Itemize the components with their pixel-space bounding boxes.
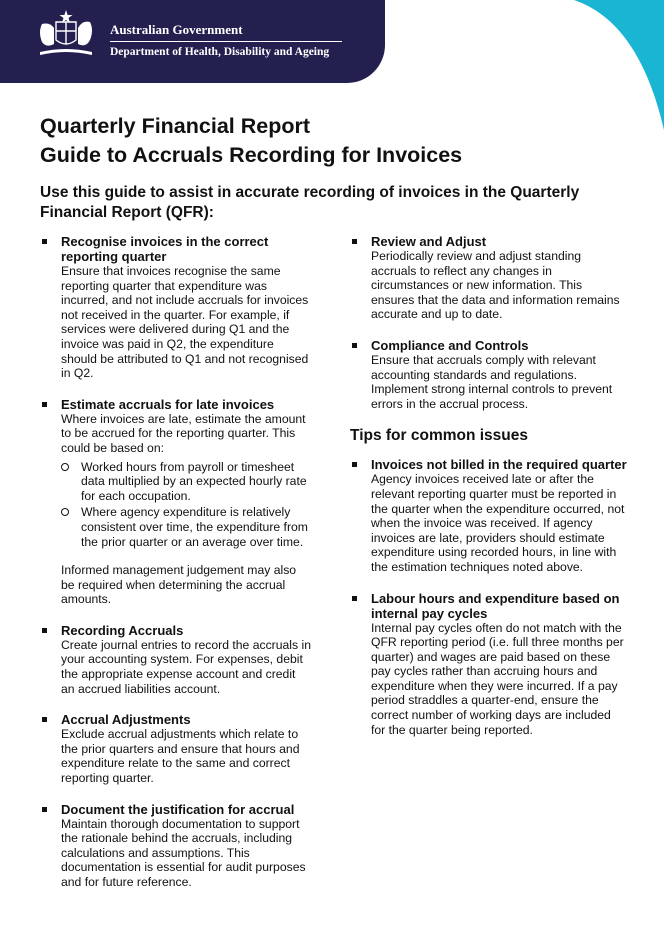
title-line-2: Guide to Accruals Recording for Invoices [40, 143, 463, 167]
item-heading: Invoices not billed in the required quarter [371, 457, 627, 473]
right-column [350, 234, 628, 753]
item-heading: Recording Accruals [61, 622, 184, 638]
bullet-icon [352, 462, 357, 467]
tips-heading: Tips for common issues [350, 427, 529, 445]
item-body: Ensure that invoices recognise the same reporting quarter that expenditure was incurred, and not include accruals for invoices not received in the quarter. For example, if services were delivered during Q1 and the invoice was paid in Q2, the expenditure should be attributed to Q1 and not recognised in Q2. [61, 264, 309, 381]
list-item [350, 457, 628, 574]
sub-list-text: Where agency expenditure is relatively consistent over time, the expenditure from the prior quarter or an average over time. [81, 505, 308, 549]
sub-list-item [61, 505, 312, 549]
government-banner [0, 0, 385, 83]
item-heading: Compliance and Controls [371, 337, 529, 353]
bullet-icon [42, 402, 47, 407]
bullet-icon [42, 807, 47, 812]
item-body: Periodically review and adjust standing accruals to reflect any changes in circumstances or new information. This ensures that the data and information remains accurate and up to date. [371, 249, 620, 322]
sub-list [61, 460, 312, 550]
list-item [40, 623, 312, 696]
item-heading: Labour hours and expenditure based on internal pay cycles [371, 590, 620, 621]
circle-bullet-icon [61, 508, 69, 516]
item-body: Ensure that accruals comply with relevant accounting standards and regulations. Implement strong internal controls to prevent errors in the accrual process. [371, 352, 613, 411]
item-heading: Review and Adjust [371, 234, 487, 249]
department-name: Department of Health, Disability and Ageing [110, 46, 330, 58]
list-item [350, 234, 628, 322]
title-line-1: Quarterly Financial Report [40, 114, 311, 138]
item-body: Where invoices are late, estimate the amount to be accrued for the reporting quarter. This could be based on: [61, 411, 306, 455]
page-subtitle: Use this guide to assist in accurate recording of invoices in the Quarterly Financial Report (QFR): [40, 184, 580, 221]
bullet-icon [42, 239, 47, 244]
item-heading: Estimate accruals for late invoices [61, 396, 275, 412]
header-divider [110, 41, 342, 42]
item-body: Internal pay cycles often do not match with the QFR reporting period (i.e. full three months per quarter) and wages are paid based on these pay cycles rather than accruing hours and expenditure when they were incurred. If a pay period straddles a quarter-end, ensure the correct number of working days are included for the quarter being reported. [371, 620, 624, 737]
decorative-swoosh [544, 0, 664, 130]
page-title [40, 112, 462, 170]
bullet-icon [42, 628, 47, 633]
item-body: Create journal entries to record the accruals in your accounting system. For expenses, debit the appropriate expense account and credit an accrued liabilities account. [61, 637, 311, 696]
bullet-icon [42, 717, 47, 722]
bullet-icon [352, 596, 357, 601]
list-item [350, 591, 628, 738]
coat-of-arms-icon [34, 8, 98, 60]
circle-bullet-icon [61, 463, 69, 471]
list-item [350, 338, 628, 411]
list-item [40, 712, 312, 785]
sub-list-text: Worked hours from payroll or timesheet data multiplied by an expected hourly rate for each occupation. [81, 459, 307, 503]
item-note: Informed management judgement may also be required when determining the accrual amounts. [61, 563, 297, 607]
left-column [40, 234, 312, 906]
list-item [40, 234, 312, 381]
item-body: Exclude accrual adjustments which relate to the prior quarters and ensure that hours and expenditure relate to the same and correct reporting quarter. [61, 727, 300, 786]
bullet-icon [352, 343, 357, 348]
item-heading: Accrual Adjustments [61, 712, 191, 728]
list-item [40, 397, 312, 607]
government-name: Australian Government [110, 22, 243, 37]
item-heading: Recognise invoices in the correct reporting quarter [61, 234, 269, 264]
item-body: Agency invoices received late or after the relevant reporting quarter must be reported in the quarter when the expenditure occurred, not when the invoice was received. If agency invoices are late, providers should estimate expenditure using recorded hours, in line with the estimation techniques noted above. [371, 472, 625, 574]
item-heading: Document the justification for accrual [61, 801, 295, 817]
sub-list-item [61, 460, 312, 504]
bullet-icon [352, 239, 357, 244]
item-body: Maintain thorough documentation to support the rationale behind the accruals, including calculations and assumptions. This documentation is essential for audit purposes and for future reference. [61, 816, 306, 889]
list-item [40, 802, 312, 890]
